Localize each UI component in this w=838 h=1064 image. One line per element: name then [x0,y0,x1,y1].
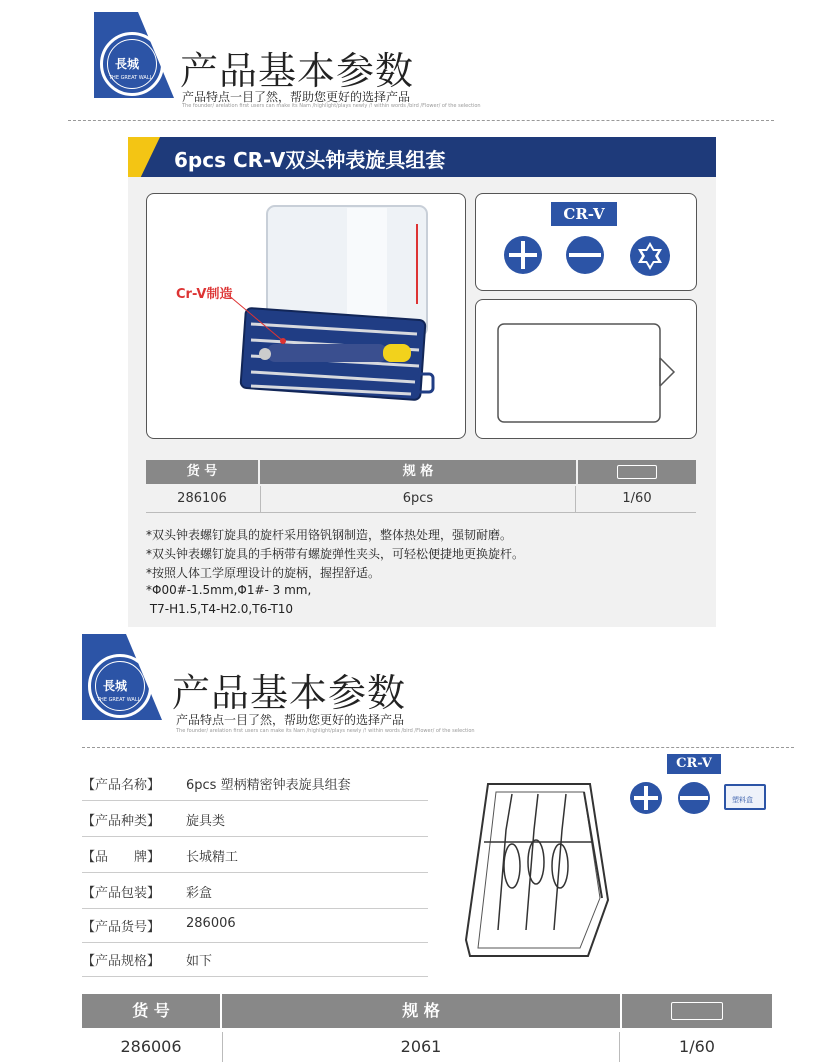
box-icon [671,1002,723,1020]
table-cell-spec: 6pcs [260,486,576,512]
logo-text: 長城 [115,57,140,71]
screwdriver-set-illustration [147,194,465,438]
box-label: 塑料盒 [732,796,753,804]
divider [68,120,774,121]
case-outline-illustration [476,300,696,438]
logo-text: 長城 [103,679,128,693]
torx-icon [630,236,670,276]
spec-value: 6pcs 塑柄精密钟表旋具组套 [186,778,351,793]
spec-label: 【产品规格】 [82,954,161,969]
page-title: 产品基本参数 [180,49,415,93]
brand-logo [94,12,174,98]
phillips-icon [630,782,662,814]
spec-label: 【产品包装】 [82,886,161,901]
spec-label: 【产品种类】 [82,814,161,829]
feature-note: *双头钟表螺钉旋具的旋杆采用铬钒钢制造，整体热处理，强韧耐磨。 [146,528,513,542]
box-icon [617,465,657,479]
page-tagline: The founder/ arelation first users can make its Nam /highlight/plays newly /! within words /bird /Flower/ of the selection [182,103,481,109]
table-cell-spec: 2061 [222,1032,620,1062]
slotted-icon [566,236,604,274]
table-header-item-no: 货 号 [82,994,220,1028]
table-cell-qty: 1/60 [622,491,652,506]
product2-illustration [462,770,622,962]
spec-value: 长城精工 [186,850,239,865]
table-header-item-no: 货 号 [146,460,258,484]
table-header-box [622,994,772,1028]
product-photo [146,193,466,439]
spec-value: 旋具类 [186,814,226,829]
brand-logo [82,634,162,720]
feature-note: T7-H1.5,T4-H2.0,T6-T10 [146,602,294,616]
spec-rule [82,872,428,873]
spec-rule [82,976,428,977]
table-rule [146,512,696,513]
spec-rule [82,836,428,837]
spec-value: 彩盒 [186,886,213,901]
spec-value: 如下 [186,954,213,969]
crv-badge: CR-V [551,202,617,226]
page-subtitle: 产品特点一目了然，帮助您更好的选择产品 [176,713,405,727]
box-icon [724,784,766,810]
spec-label: 【产品货号】 [82,920,161,935]
spec-rule [82,800,428,801]
crv-badge: CR-V [667,754,721,774]
table-cell-item-no: 286006 [120,1037,182,1056]
callout-label: Cr-V制造 [176,287,233,302]
feature-note: *Φ00#-1.5mm,Φ1#- 3 mm, [146,583,312,597]
page-tagline: The founder/ arelation first users can make its Nam /highlight/plays newly /! within words /bird /Flower/ of the selection [176,728,475,734]
table-cell-item-no: 286106 [177,491,227,506]
slotted-icon [678,782,710,814]
feature-note: *按照人体工学原理设计的旋柄，握捏舒适。 [146,566,381,580]
page-title: 产品基本参数 [172,671,407,715]
logo-en-text: THE GREAT WALL [97,697,141,703]
phillips-icon [504,236,542,274]
table-header-box [578,460,696,484]
table-header-spec: 规 格 [260,460,576,484]
spec-rule [82,942,428,943]
table-header-spec: 规 格 [222,994,620,1028]
spec-rule [82,908,428,909]
table-cell-qty: 1/60 [679,1037,715,1056]
spec-label: 【品 牌】 [82,850,161,865]
feature-note: *双头钟表螺钉旋具的手柄带有螺旋弹性夹头，可轻松便捷地更换旋杆。 [146,547,525,561]
product-banner-title: 6pcs CR-V双头钟表旋具组套 [174,148,446,172]
case-panel [475,299,697,439]
spec-value: 286006 [186,916,236,931]
logo-en-text: THE GREAT WALL [109,75,153,81]
divider [82,747,794,748]
page-subtitle: 产品特点一目了然，帮助您更好的选择产品 [182,90,411,104]
spec-label: 【产品名称】 [82,778,161,793]
